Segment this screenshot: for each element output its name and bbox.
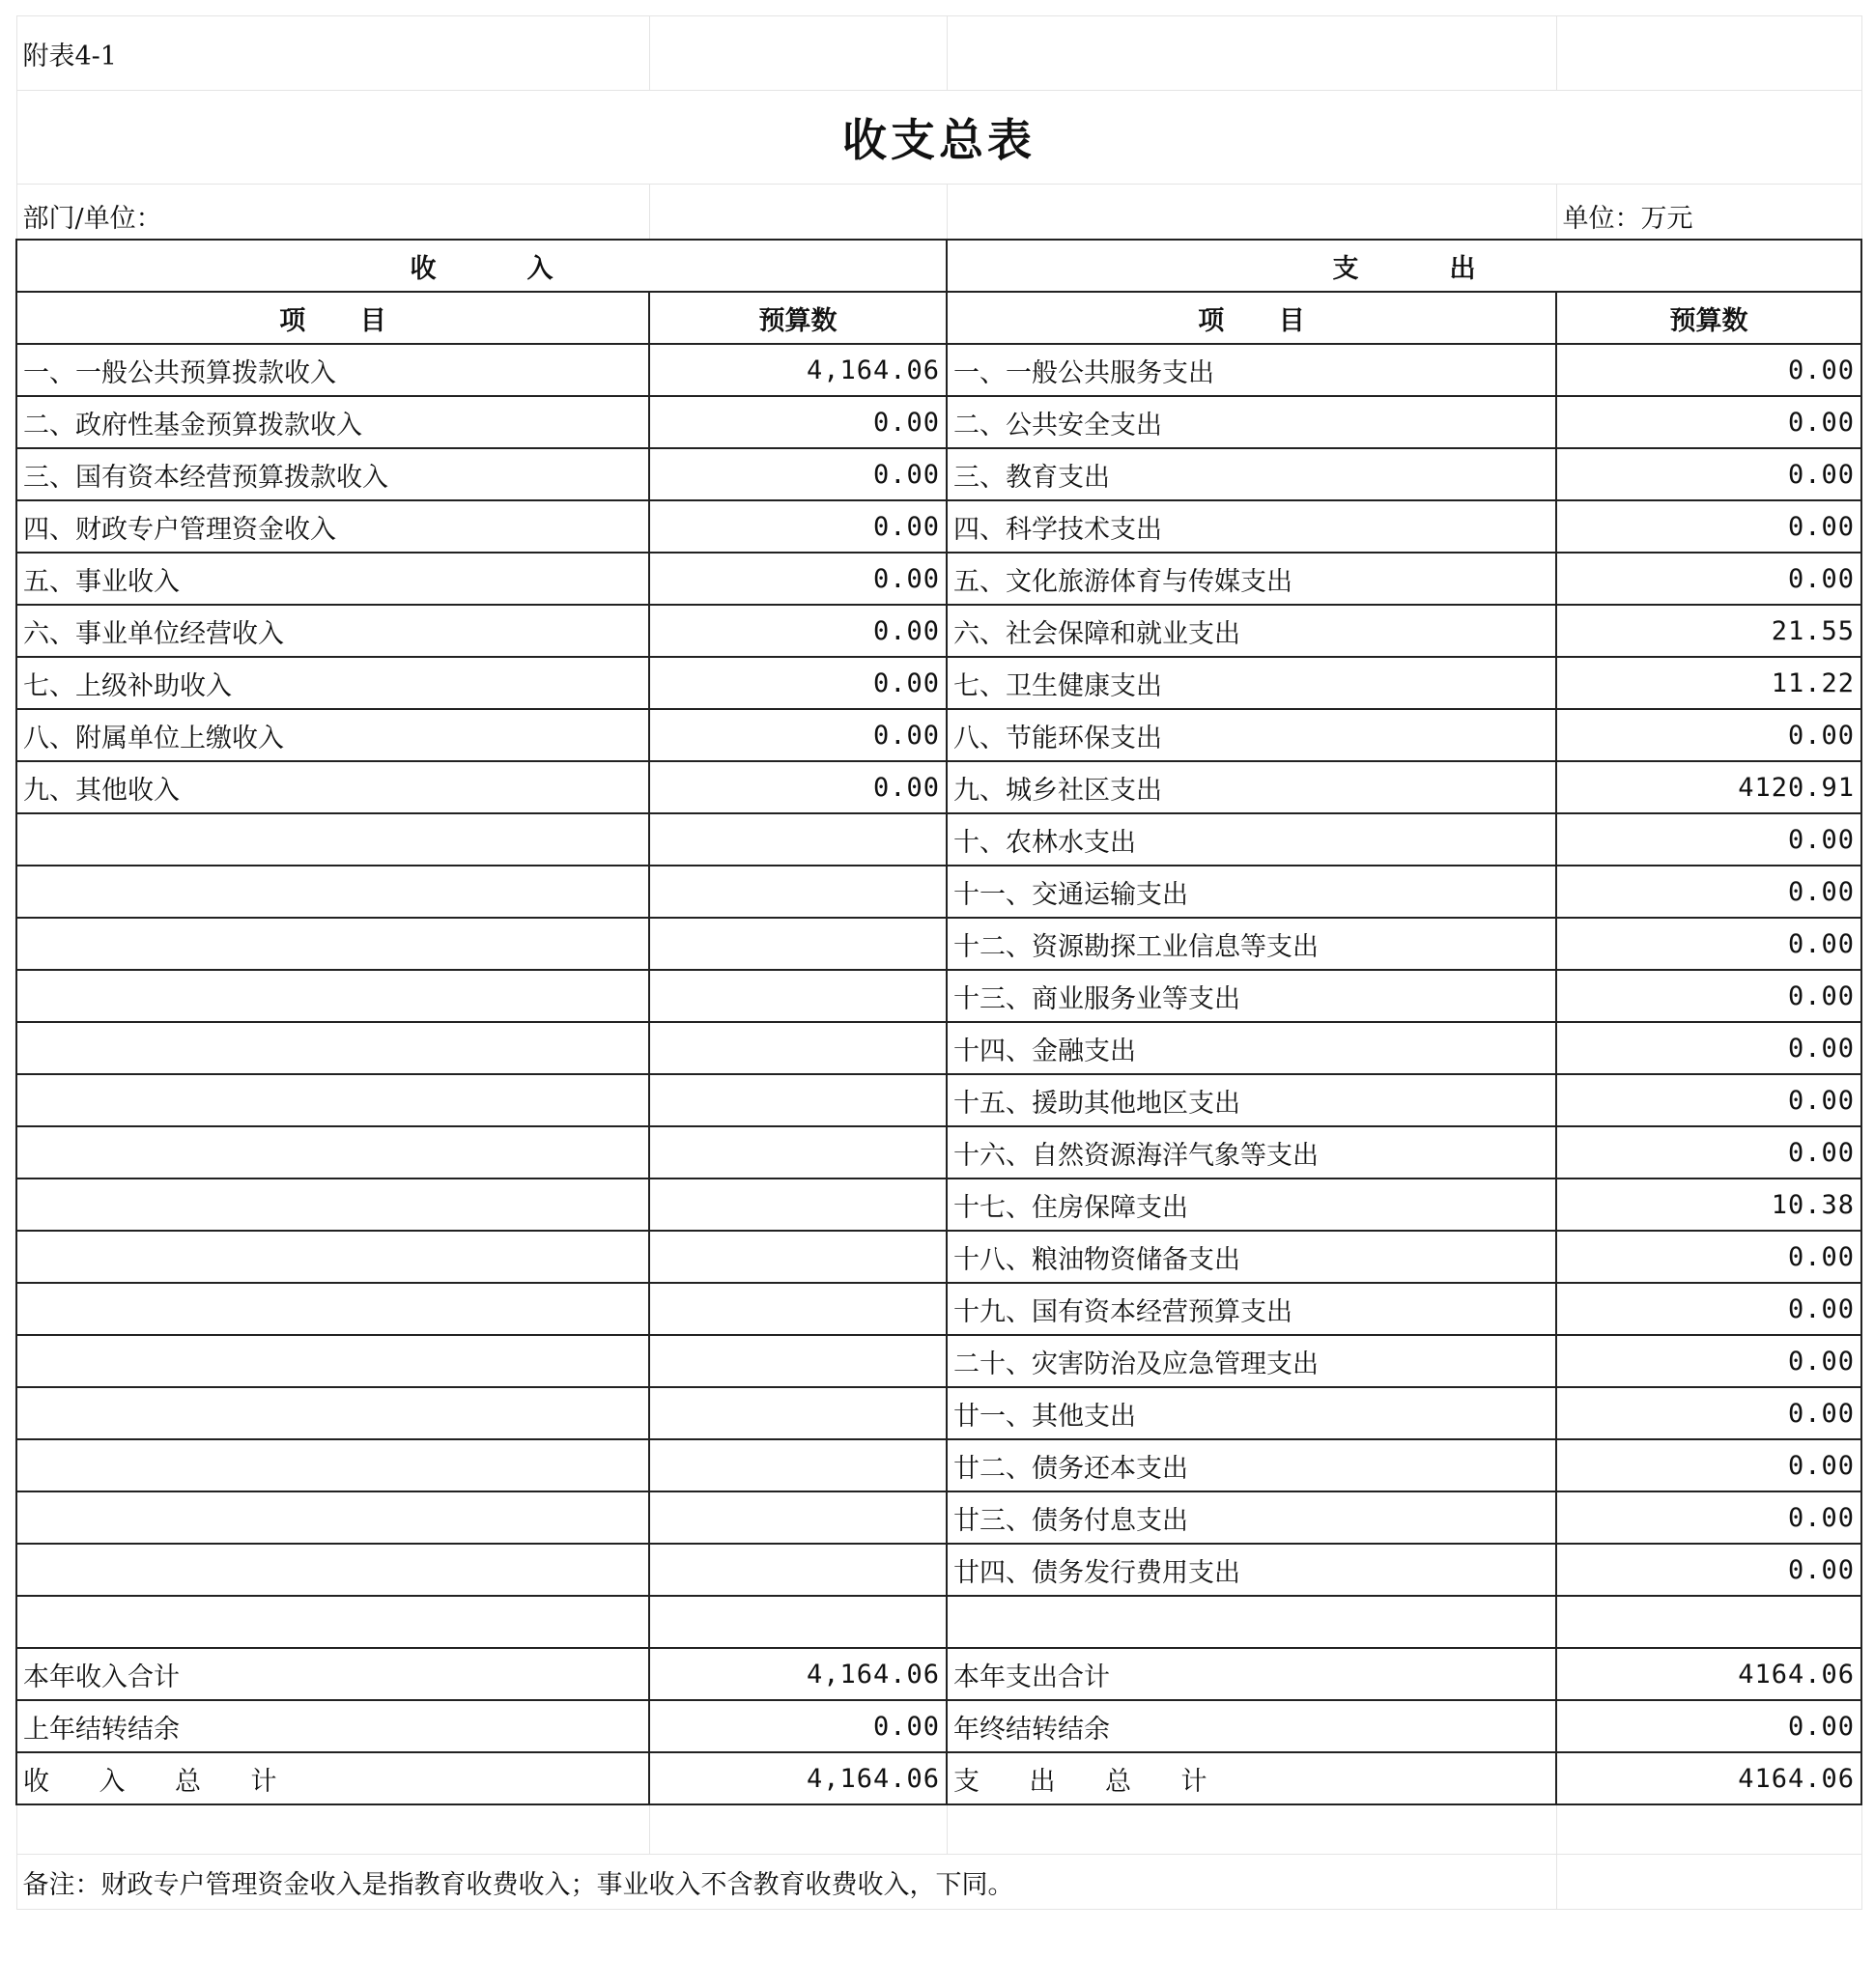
income-value: [649, 1596, 947, 1648]
income-value: [649, 1231, 947, 1283]
footnote: 备注：财政专户管理资金收入是指教育收费收入；事业收入不含教育收费收入，下同。: [16, 1855, 1556, 1910]
income-value: 0.00: [649, 1700, 947, 1752]
expense-value: 10.38: [1556, 1179, 1861, 1231]
column-header-row: [16, 292, 1861, 344]
table-row: [16, 1491, 1861, 1544]
income-value: 0.00: [649, 709, 947, 761]
table-row: [16, 918, 1861, 970]
income-item: [16, 1387, 649, 1439]
income-item: [16, 1283, 649, 1335]
table-row: [16, 605, 1861, 657]
expense-item: 十二、资源勘探工业信息等支出: [947, 918, 1556, 970]
income-item: 六、事业单位经营收入: [16, 605, 649, 657]
income-item: 八、附属单位上缴收入: [16, 709, 649, 761]
table-row: [16, 500, 1861, 553]
income-item: 九、其他收入: [16, 761, 649, 813]
income-item: [16, 1231, 649, 1283]
table-row: [16, 1596, 1861, 1648]
expense-item: 七、卫生健康支出: [947, 657, 1556, 709]
expense-item: 十四、金融支出: [947, 1022, 1556, 1074]
table-row: [16, 657, 1861, 709]
income-item: [16, 1596, 649, 1648]
table-row: [16, 1387, 1861, 1439]
income-value: 0.00: [649, 500, 947, 553]
income-value: [649, 813, 947, 866]
income-value: [649, 1179, 947, 1231]
income-item: 七、上级补助收入: [16, 657, 649, 709]
expense-value: 4164.06: [1556, 1752, 1861, 1804]
expense-value: 0.00: [1556, 813, 1861, 866]
income-value: [649, 1022, 947, 1074]
expense-item: 二、公共安全支出: [947, 396, 1556, 448]
table-row: [16, 344, 1861, 396]
income-value: 4,164.06: [649, 344, 947, 396]
expense-item-header: 项 目: [947, 292, 1556, 344]
income-value: [649, 970, 947, 1022]
expense-item: 十六、自然资源海洋气象等支出: [947, 1126, 1556, 1179]
expense-item: 廿二、债务还本支出: [947, 1439, 1556, 1491]
table-row: [16, 866, 1861, 918]
table-row: [16, 448, 1861, 500]
expense-value: [1556, 1596, 1861, 1648]
income-value: 4,164.06: [649, 1648, 947, 1700]
total-row: [16, 1648, 1861, 1700]
income-item: 二、政府性基金预算拨款收入: [16, 396, 649, 448]
table-row: [16, 1439, 1861, 1491]
expense-item: [947, 1596, 1556, 1648]
table-row: [16, 813, 1861, 866]
income-item: [16, 1074, 649, 1126]
spacer-row: [16, 1804, 1861, 1855]
budget-sheet: [15, 15, 1860, 1910]
expense-item: 三、教育支出: [947, 448, 1556, 500]
table-row: [16, 970, 1861, 1022]
income-item: 三、国有资本经营预算拨款收入: [16, 448, 649, 500]
expense-value: 0.00: [1556, 1283, 1861, 1335]
expense-header: 支 出: [947, 240, 1861, 292]
expense-value: 0.00: [1556, 1544, 1861, 1596]
expense-value: 4120.91: [1556, 761, 1861, 813]
income-item: [16, 1179, 649, 1231]
expense-value: 0.00: [1556, 553, 1861, 605]
section-header-row: [16, 240, 1861, 292]
expense-item: 本年支出合计: [947, 1648, 1556, 1700]
table-row: [16, 1544, 1861, 1596]
expense-value: 0.00: [1556, 500, 1861, 553]
income-item: [16, 1544, 649, 1596]
income-item: [16, 970, 649, 1022]
income-item: 四、财政专户管理资金收入: [16, 500, 649, 553]
income-value: 0.00: [649, 605, 947, 657]
income-item: 五、事业收入: [16, 553, 649, 605]
income-value: [649, 1439, 947, 1491]
expense-item: 八、节能环保支出: [947, 709, 1556, 761]
revenue-expenditure-table: [15, 15, 1862, 1910]
income-item: [16, 1126, 649, 1179]
expense-item: 支 出 总 计: [947, 1752, 1556, 1804]
expense-item: 十五、援助其他地区支出: [947, 1074, 1556, 1126]
expense-value: 0.00: [1556, 396, 1861, 448]
table-row: [16, 1179, 1861, 1231]
income-budget-header: 预算数: [649, 292, 947, 344]
expense-value: 0.00: [1556, 1022, 1861, 1074]
expense-value: 0.00: [1556, 866, 1861, 918]
income-value: [649, 1283, 947, 1335]
income-value: [649, 1491, 947, 1544]
expense-value: 0.00: [1556, 1074, 1861, 1126]
income-item: [16, 1335, 649, 1387]
income-item: [16, 813, 649, 866]
expense-value: 21.55: [1556, 605, 1861, 657]
expense-value: 11.22: [1556, 657, 1861, 709]
expense-item: 六、社会保障和就业支出: [947, 605, 1556, 657]
expense-value: 0.00: [1556, 1439, 1861, 1491]
expense-item: 二十、灾害防治及应急管理支出: [947, 1335, 1556, 1387]
income-item: 本年收入合计: [16, 1648, 649, 1700]
expense-value: 0.00: [1556, 1126, 1861, 1179]
income-value: [649, 866, 947, 918]
table-row: [16, 1335, 1861, 1387]
page-title: 收支总表: [16, 91, 1861, 185]
sheet-label: 附表4-1: [16, 16, 649, 91]
table-row: [16, 1283, 1861, 1335]
expense-item: 廿三、债务付息支出: [947, 1491, 1556, 1544]
income-value: [649, 1335, 947, 1387]
table-row: [16, 709, 1861, 761]
expense-value: 0.00: [1556, 1231, 1861, 1283]
income-value: 4,164.06: [649, 1752, 947, 1804]
expense-item: 一、一般公共服务支出: [947, 344, 1556, 396]
table-row: [16, 1126, 1861, 1179]
dept-label: 部门/单位：: [16, 185, 649, 241]
expense-value: 0.00: [1556, 1700, 1861, 1752]
table-row: [16, 396, 1861, 448]
income-item: 收 入 总 计: [16, 1752, 649, 1804]
income-item: 上年结转结余: [16, 1700, 649, 1752]
expense-item: 十八、粮油物资储备支出: [947, 1231, 1556, 1283]
income-value: [649, 1387, 947, 1439]
income-value: [649, 1126, 947, 1179]
table-row: [16, 1074, 1861, 1126]
expense-value: 0.00: [1556, 1491, 1861, 1544]
income-value: 0.00: [649, 761, 947, 813]
income-item-header: 项 目: [16, 292, 649, 344]
expense-item: 廿一、其他支出: [947, 1387, 1556, 1439]
income-item: [16, 1439, 649, 1491]
income-value: 0.00: [649, 553, 947, 605]
expense-item: 廿四、债务发行费用支出: [947, 1544, 1556, 1596]
income-value: [649, 1544, 947, 1596]
income-header: 收 入: [16, 240, 947, 292]
expense-value: 0.00: [1556, 1387, 1861, 1439]
income-value: [649, 1074, 947, 1126]
expense-item: 十一、交通运输支出: [947, 866, 1556, 918]
income-item: [16, 866, 649, 918]
expense-item: 四、科学技术支出: [947, 500, 1556, 553]
income-item: 一、一般公共预算拨款收入: [16, 344, 649, 396]
income-value: 0.00: [649, 396, 947, 448]
expense-budget-header: 预算数: [1556, 292, 1861, 344]
table-row: [16, 553, 1861, 605]
expense-item: 九、城乡社区支出: [947, 761, 1556, 813]
expense-value: 4164.06: [1556, 1648, 1861, 1700]
income-value: 0.00: [649, 448, 947, 500]
expense-value: 0.00: [1556, 970, 1861, 1022]
expense-item: 十七、住房保障支出: [947, 1179, 1556, 1231]
expense-value: 0.00: [1556, 1335, 1861, 1387]
income-item: [16, 1491, 649, 1544]
table-row: [16, 1022, 1861, 1074]
expense-value: 0.00: [1556, 448, 1861, 500]
expense-value: 0.00: [1556, 918, 1861, 970]
sheet-label-row: [16, 16, 1861, 91]
title-row: [16, 91, 1861, 185]
table-row: [16, 1231, 1861, 1283]
income-item: [16, 1022, 649, 1074]
table-row: [16, 761, 1861, 813]
total-row: [16, 1752, 1861, 1804]
expense-item: 十三、商业服务业等支出: [947, 970, 1556, 1022]
total-row: [16, 1700, 1861, 1752]
expense-item: 年终结转结余: [947, 1700, 1556, 1752]
note-row: [16, 1855, 1861, 1910]
expense-value: 0.00: [1556, 709, 1861, 761]
income-item: [16, 918, 649, 970]
expense-item: 十九、国有资本经营预算支出: [947, 1283, 1556, 1335]
expense-value: 0.00: [1556, 344, 1861, 396]
income-value: 0.00: [649, 657, 947, 709]
expense-item: 十、农林水支出: [947, 813, 1556, 866]
unit-label: 单位：万元: [1556, 185, 1861, 241]
expense-item: 五、文化旅游体育与传媒支出: [947, 553, 1556, 605]
meta-row: [16, 185, 1861, 241]
income-value: [649, 918, 947, 970]
